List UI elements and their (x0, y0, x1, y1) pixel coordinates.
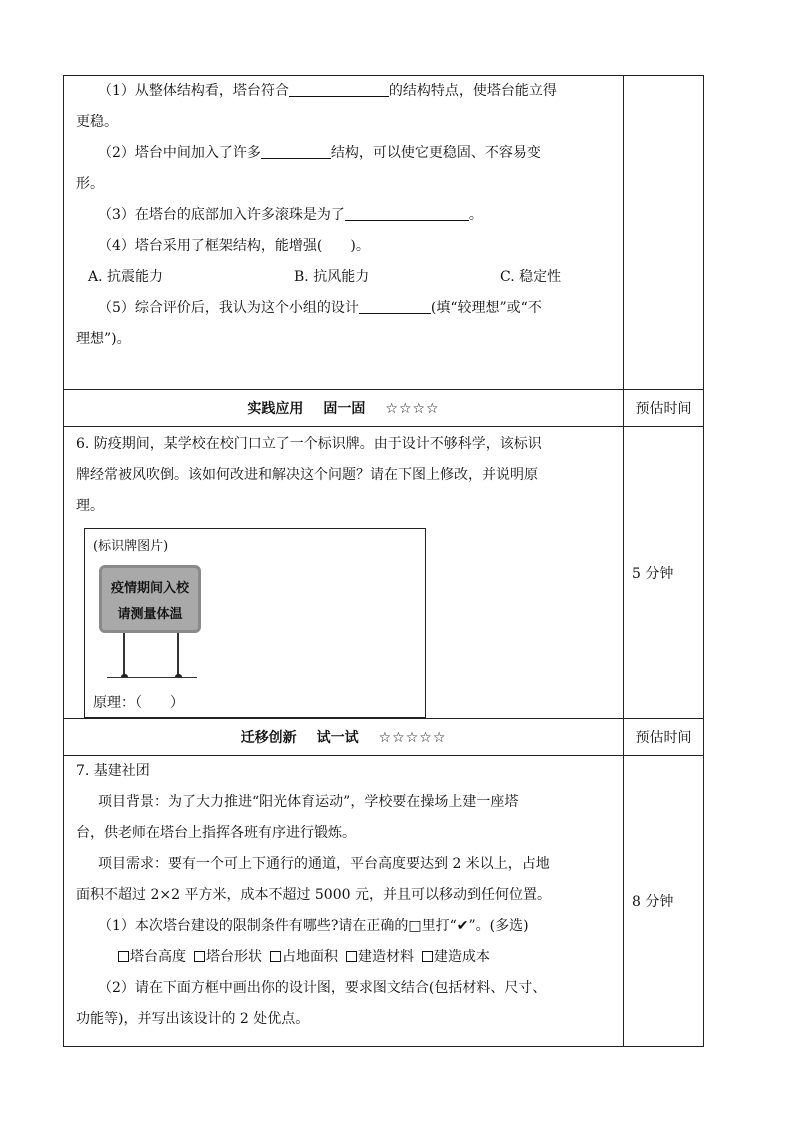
figure-caption: (标识牌图片) (93, 539, 169, 554)
q5-sub3-text: （3）在塔台的底部加入许多滚珠是为了 (98, 207, 345, 223)
section-name: 迁移创新 (240, 730, 297, 746)
checkbox-label: 建造成本 (434, 949, 490, 965)
estimated-time-label: 预估时间 (624, 719, 704, 756)
section-name: 实践应用 (247, 401, 304, 417)
q6-text-line: 理。 (76, 498, 104, 514)
q6-text-line: 6. 防疫期间，某学校在校门口立了一个标识牌。由于设计不够科学，该标识 (76, 436, 542, 452)
checkbox-item[interactable] (422, 942, 490, 973)
q6-estimated-time: 5 分钟 (624, 427, 704, 719)
q5-sub3 (76, 200, 611, 231)
checkbox-item[interactable] (270, 942, 338, 973)
practice-header-row (64, 390, 704, 427)
transfer-header-row (64, 719, 704, 756)
checkbox-icon[interactable] (270, 951, 281, 962)
q5-sub5-cont: 理想”)。 (76, 331, 131, 347)
constraint-checkboxes (76, 942, 611, 973)
ground-line (107, 677, 197, 678)
option-b[interactable]: B. 抗风能力 (294, 269, 370, 285)
q5-sub4: （4）塔台采用了框架结构，能增强( )。 (98, 238, 370, 254)
q5-sub1-text: （1）从整体结构看，塔台符合 (98, 83, 289, 99)
checkbox-icon[interactable] (118, 951, 129, 962)
q7-requirements-cont: 面积不超过 2×2 平方米，成本不超过 5000 元，并且可以移动到任何位置。 (76, 887, 551, 903)
sign-text-line1: 疫情期间入校 (110, 581, 189, 596)
q5-sub2-text: （2）塔台中间加入了许多 (98, 145, 261, 161)
checkbox-label: 占地面积 (282, 949, 338, 965)
difficulty-stars: ☆☆☆☆ (385, 401, 440, 417)
transfer-section-title (64, 719, 624, 756)
sign-figure-box[interactable] (84, 528, 426, 718)
q5-sub2-text-2: 结构，可以使它更稳固、不容易变 (330, 145, 541, 161)
option-c[interactable]: C. 稳定性 (500, 269, 562, 285)
worksheet-table (63, 75, 704, 1047)
estimated-time-label: 预估时间 (624, 390, 704, 427)
q5-row (64, 76, 704, 390)
sign-post-left (123, 633, 125, 677)
q7-estimated-time: 8 分钟 (624, 756, 704, 1047)
q5-options (76, 262, 611, 293)
sign-board (99, 565, 201, 633)
q7-requirements: 项目需求：要有一个可上下通行的通道，平台高度要达到 2 米以上，占地 (98, 856, 550, 872)
checkbox-item[interactable] (118, 942, 186, 973)
practice-section-title (64, 390, 624, 427)
answer-blank[interactable] (359, 297, 431, 314)
q5-sub5-text-2: (填“较理想”或“不 (430, 300, 542, 316)
checkbox-label: 塔台形状 (206, 949, 262, 965)
principle-answer[interactable]: 原理：（ ） (93, 695, 184, 711)
section-sub: 试一试 (316, 730, 359, 746)
q7-background: 项目背景：为了大力推进“阳光体育运动”，学校要在操场上建一座塔 (98, 794, 519, 810)
q5-sub1-text-2: 的结构特点，使塔台能立得 (388, 83, 557, 99)
q5-cell (64, 76, 624, 390)
checkbox-label: 塔台高度 (130, 949, 186, 965)
q7-background-cont: 台，供老师在塔台上指挥各班有序进行锻炼。 (76, 825, 356, 841)
q7-title: 7. 基建社团 (76, 763, 150, 779)
q7-sub2-cont: 功能等)，并写出该设计的 2 处优点。 (76, 1011, 310, 1027)
checkbox-icon[interactable] (346, 951, 357, 962)
q5-sub2 (76, 138, 611, 169)
section-sub: 固一固 (323, 401, 366, 417)
checkbox-label: 建造材料 (358, 949, 414, 965)
difficulty-stars: ☆☆☆☆☆ (378, 730, 447, 746)
answer-blank[interactable] (345, 204, 469, 221)
sign-post-right (177, 633, 179, 677)
q5-sub1 (76, 76, 611, 107)
answer-blank[interactable] (261, 142, 331, 159)
checkbox-item[interactable] (346, 942, 414, 973)
q5-sub5 (76, 293, 611, 324)
q5-sub2-cont: 形。 (76, 176, 104, 192)
q5-sub1-cont: 更稳。 (76, 114, 118, 130)
option-a[interactable]: A. 抗震能力 (88, 269, 164, 285)
answer-blank[interactable] (289, 80, 389, 97)
checkbox-icon[interactable] (422, 951, 433, 962)
sign-text-line2: 请测量体温 (117, 607, 183, 622)
q7-row (64, 756, 704, 1047)
q6-cell (64, 427, 624, 719)
checkbox-icon[interactable] (194, 951, 205, 962)
checkbox-item[interactable] (194, 942, 262, 973)
q6-text-line: 牌经常被风吹倒。该如何改进和解决这个问题？请在下图上修改，并说明原 (76, 467, 538, 483)
q7-sub2: （2）请在下面方框中画出你的设计图，要求图文结合(包括材料、尺寸、 (98, 980, 547, 996)
q6-row (64, 427, 704, 719)
q7-cell (64, 756, 624, 1047)
q7-sub1: （1）本次塔台建设的限制条件有哪些?请在正确的□里打“✔”。(多选) (98, 918, 529, 934)
q5-side-cell (624, 76, 704, 390)
q5-sub3-end: 。 (468, 207, 483, 223)
q5-sub5-text: （5）综合评价后，我认为这个小组的设计 (98, 300, 359, 316)
